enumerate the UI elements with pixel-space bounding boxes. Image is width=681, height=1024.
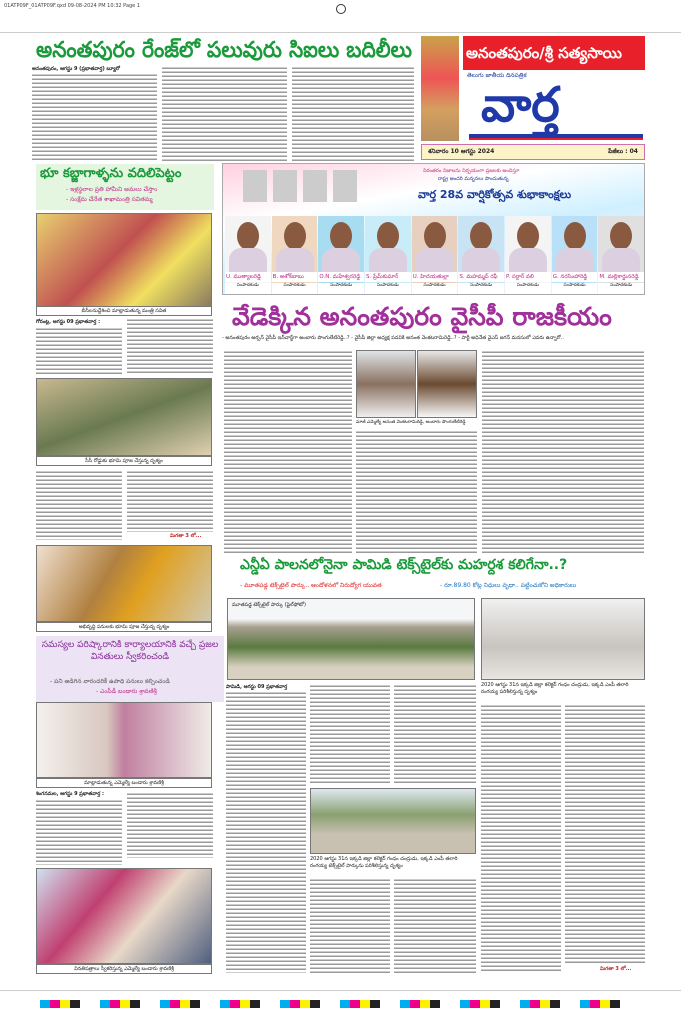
- color-bar: [40, 1000, 640, 1008]
- anniversary-banner: [222, 163, 645, 295]
- staff-portrait: [458, 216, 504, 294]
- date-bar: [421, 144, 645, 160]
- banner-line1: నిరంతరం నిజాలను నిర్భయంగా ప్రజలకు అందిస్తూ: [423, 168, 520, 174]
- edition-title: అనంతపురం/శ్రీ సత్యసాయి: [466, 44, 622, 62]
- minister-savitha-photo: [36, 213, 212, 307]
- box1-body-col1: [36, 327, 122, 375]
- staff-role: సంపాదకుడు: [225, 283, 271, 294]
- grievance-box: [36, 636, 224, 702]
- box1-sub2: - సంక్షేమ చేనేత శాఖామంత్రి సవితమ్మ: [66, 196, 153, 203]
- lead-body-col1: [32, 73, 157, 161]
- textile-sub2: - రూ.89.80 కోట్ల నిధులు వృధా.. పట్టించుకోని అధికారులు: [440, 582, 577, 589]
- politics-subheads: - అనంతపురం అర్బన్ వైసీపీ ఇన్‌చార్జ్‌గా అంబారు పొంగులేటిరెడ్డి..? - వైసీపీ జిల్లా అధ్యక్ష పదవికి అనంత వెంకటరామిరెడ్డి..? - పార్టీ అధినేత వైఎస్ జగన్ మనసులో ఎవరు ఉన్నారో..: [222, 335, 564, 341]
- continued-link[interactable]: మిగతా 3 లో...: [600, 966, 632, 972]
- page-count: పేజీలు : 04: [608, 148, 638, 155]
- box1-dateline: గోరంట్ల, ఆగస్టు 09 ప్రభాతవార్త :: [36, 319, 101, 325]
- venkatarami-reddy-photo: [356, 350, 416, 418]
- staff-portraits: [225, 216, 644, 294]
- staff-role: సంపాదకుడు: [412, 283, 458, 294]
- box1-body-col2: [127, 318, 213, 375]
- photo-caption: మాట్లాడుతున్న ఎమ్మెల్యే బండారు శ్రావణిశ్రీ: [36, 778, 212, 788]
- staff-name: S. మహమ్మద్ రఫీ: [459, 274, 498, 280]
- staff-portrait: [505, 216, 551, 294]
- staff-portrait: [412, 216, 458, 294]
- box1-headline: భూ కబ్జాగాళ్ళను వదిలిపెట్టం: [40, 166, 182, 181]
- portrait-body: [369, 248, 407, 272]
- textile-interior-photo: [481, 598, 645, 680]
- pongulet-reddy-photo: [417, 350, 477, 418]
- body-col: [481, 704, 561, 973]
- portrait-body: [322, 248, 360, 272]
- photo-caption: సీసీ రోడ్డుకు భూమి పూజ చేస్తున్న దృశ్యం: [36, 456, 212, 466]
- textile-caption2: 2020 ఆగస్టు 31న ఇక్కడి జిల్లా కలెక్టర్ గంధం చంద్రుడు, ఇక్కడి ఎంపీ తలారి రంగయ్య పరిశీలిస్తున్న దృశ్యం: [481, 682, 629, 695]
- tagline: తెలుగు జాతీయ దినపత్రిక: [467, 72, 527, 79]
- box2-sub2: - ఎంపీడీ బండారు శ్రావణిశ్రీ: [96, 688, 157, 695]
- body-col: [127, 470, 213, 532]
- staff-portrait: [598, 216, 644, 294]
- collector-visit-photo: [310, 788, 476, 854]
- logo-underline-red: [469, 138, 643, 140]
- staff-name: U. హిదయతుల్లా: [412, 274, 449, 280]
- photo-caption: బీసీలనుద్దేశించి మాట్లాడుతున్న మంత్రి సవిత: [36, 306, 212, 316]
- portrait-body: [509, 248, 547, 272]
- photo-label: మూతపడ్డ టెక్స్‌టైల్ పార్కు (ఫైల్‌ఫోటో): [232, 602, 306, 608]
- lead-body-col3: [292, 66, 414, 161]
- edition-banner: [463, 36, 645, 70]
- textile-dateline: పామిడి, ఆగస్టు 09 ప్రభాతవార్త: [226, 684, 288, 690]
- portrait-body: [556, 248, 594, 272]
- portrait-face: [330, 222, 352, 250]
- textile-body-col1: [226, 691, 306, 973]
- staff-name: M. మల్లికార్జునరెడ్డి: [599, 274, 639, 280]
- photo-caption: వినతిపత్రాలు స్వీకరిస్తున్న ఎమ్మెల్యే బండారు శ్రావణిశ్రీ: [36, 964, 212, 974]
- politics-body-col1: [224, 350, 352, 554]
- trim-line: [0, 32, 681, 33]
- staff-role: సంపాదకుడు: [318, 283, 364, 294]
- portrait-face: [610, 222, 632, 250]
- portrait-body: [229, 248, 267, 272]
- print-slug: 01ATP09F_01ATP09F.qxd 09-08-2024 PM 10:32 Page 1: [4, 3, 141, 9]
- staff-name: U. ముత్యాలరెడ్డి: [226, 274, 262, 280]
- politics-headline: వేడెక్కిన అనంతపురం వైసీపీ రాజకీయం: [232, 302, 612, 331]
- box1-sub1: - ఇళ్లస్థలాల ప్రతి హామీని అమలు చేస్తాం: [66, 186, 158, 193]
- staff-name: S. ప్రేమ్‌కుమార్: [366, 274, 399, 280]
- box2-dateline: శింగనమల, ఆగస్టు 9 ప్రభాతవార్త :: [36, 791, 105, 797]
- staff-portrait: [225, 216, 271, 294]
- politics-body-col2: [356, 430, 477, 554]
- banner-line2: రాష్ట్ర అందరి మన్ననలు పొందుతున్న: [438, 176, 509, 182]
- portrait-face: [424, 222, 446, 250]
- mla-meeting-photo: [36, 702, 212, 778]
- cc-road-photo: [36, 378, 212, 456]
- body-col: [394, 878, 476, 974]
- staff-portrait: [365, 216, 411, 294]
- staff-role: సంపాదకుడు: [272, 283, 318, 294]
- land-grab-box: [36, 164, 214, 210]
- paper-logo: వార్త: [481, 77, 560, 133]
- banner-title: వార్త 28వ వార్షికోత్సవ శుభాకాంక్షలు: [418, 188, 572, 201]
- textile-sub1: - మూతపడ్డ టెక్స్‌టైల్ పార్కు.. ఆందోళనలో నిరుద్యోగ యువత: [240, 582, 382, 589]
- petition-photo: [36, 868, 212, 964]
- staff-role: సంపాదకుడు: [552, 283, 598, 294]
- registration-mark-icon: [336, 4, 346, 14]
- lead-headline: అనంతపురం రేంజ్‌లో పలువురు సిఐలు బదిలీలు: [36, 38, 412, 63]
- staff-portrait: [272, 216, 318, 294]
- portrait-body: [602, 248, 640, 272]
- staff-portrait: [318, 216, 364, 294]
- textile-park-photo: [227, 598, 475, 680]
- portrait-face: [564, 222, 586, 250]
- issue-date: శనివారం 10 ఆగస్టు 2024: [428, 148, 495, 155]
- continued-link[interactable]: మిగతా 3 లో...: [170, 533, 202, 539]
- staff-name: G. నరసింహారెడ్డి: [552, 274, 588, 280]
- deity-photos: [421, 36, 459, 141]
- portrait-face: [237, 222, 259, 250]
- staff-name: P. సర్దార్ వలి: [506, 274, 534, 280]
- body-col: [36, 799, 122, 865]
- portrait-face: [284, 222, 306, 250]
- textile-caption1: 2020 ఆగస్టు 31న ఇక్కడి జిల్లా కలెక్టర్ గంధం చంద్రుడు, ఇక్కడి ఎంపీ తలారి రంగయ్య టెక్స్‌టైల్ పార్కును పరిశీలిస్తున్న దృశ్యం: [310, 856, 458, 869]
- politics-body-col3: [482, 350, 644, 554]
- portrait-body: [276, 248, 314, 272]
- bhoomi-puja-photo: [36, 545, 212, 622]
- textile-body-col3: [394, 684, 476, 784]
- staff-name: O.N. మహేశ్వరరెడ్డి: [319, 274, 361, 280]
- body-col: [36, 470, 122, 540]
- staff-role: సంపాదకుడు: [365, 283, 411, 294]
- staff-portrait: [552, 216, 598, 294]
- textile-headline: ఎన్డీఏ పాలనలోనైనా పామిడి టెక్స్‌టైల్‌కు మహర్దశ కలిగేనా..?: [240, 557, 568, 573]
- staff-role: సంపాదకుడు: [598, 283, 644, 294]
- staff-role: సంపాదకుడు: [505, 283, 551, 294]
- staff-role: సంపాదకుడు: [458, 283, 504, 294]
- portrait-body: [462, 248, 500, 272]
- portrait-face: [377, 222, 399, 250]
- staff-photos-small: [243, 170, 363, 202]
- staff-name: B. అశోక్‌బాబు: [272, 274, 304, 280]
- portrait-face: [470, 222, 492, 250]
- lead-dateline: అనంతపురం, ఆగస్టు 9 (ప్రభాతవార్త) బ్యూరో: [32, 66, 120, 72]
- masthead: [421, 36, 645, 161]
- trim-line: [0, 990, 681, 991]
- photo-caption: అభివృద్ధి పనులకు భూమి పూజ చేస్తున్న దృశ్యం: [36, 622, 212, 632]
- body-col: [127, 792, 213, 858]
- textile-body-col2: [310, 684, 390, 784]
- box2-sub1: - పని అడిగిన వారందరికీ ఉపాధి పనులు కల్పించండి: [50, 678, 170, 685]
- box2-headline: సమస్యల పరిష్కారానికి కార్యాలయానికి వచ్చే ప్రజల వినతులు స్వీకరించండి: [41, 640, 219, 662]
- lead-body-col2: [162, 66, 287, 161]
- portrait-body: [416, 248, 454, 272]
- body-col: [565, 704, 645, 964]
- politics-caption: మాజీ ఎమ్మెల్యే అనంత వెంకటరామిరెడ్డి, అంబారు పొంగులేటిరెడ్డి: [356, 420, 466, 425]
- body-col: [310, 878, 390, 974]
- portrait-face: [517, 222, 539, 250]
